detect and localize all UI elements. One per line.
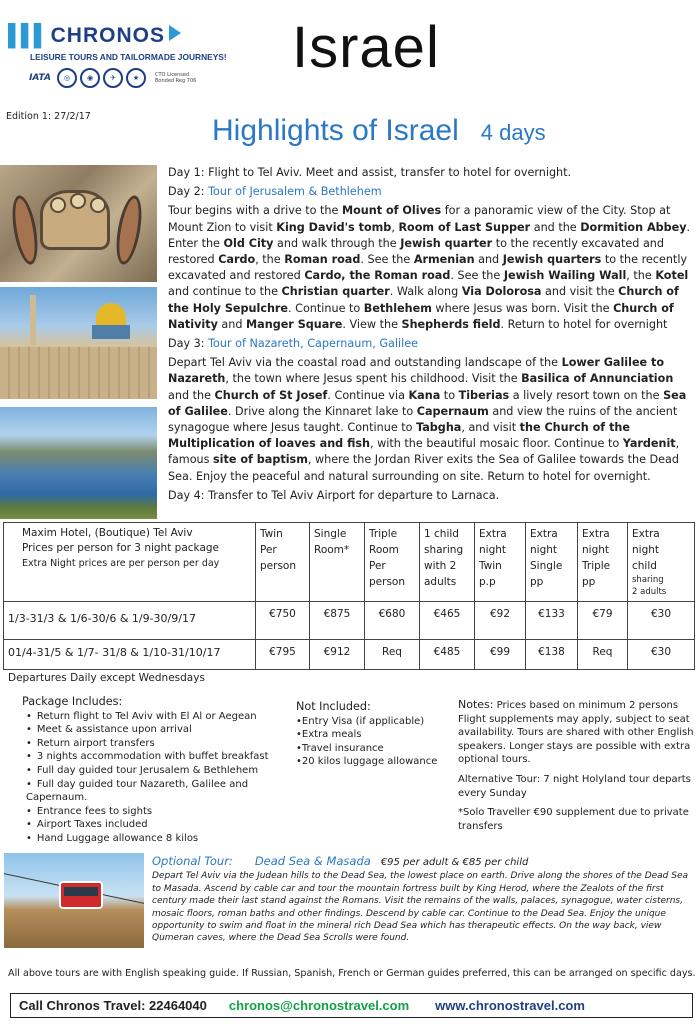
accreditation-badge-icon: ◎ [57,68,77,88]
col-line: night [632,544,660,556]
date-range: 1/3-31/3 & 1/6-30/6 & 1/9-30/9/17 [4,602,256,640]
column-header [475,523,526,602]
highlight: Bethlehem [363,301,432,315]
day-3-label: Day 3: [168,337,205,351]
alternative-tour [458,773,698,800]
text-run: . Enter the [168,220,691,250]
accreditation-badge-icon: ◉ [80,68,100,88]
price-cell: €485 [420,640,475,670]
day-1-text: Flight to Tel Aviv. Meet and assist, transfer to hotel for overnight. [204,166,572,179]
contact-bar [10,993,693,1018]
col-line: child [632,560,657,572]
bread-shape [50,197,66,213]
bread-shape [90,197,106,213]
column-header [578,523,628,602]
not-included [296,700,456,769]
table-row [4,602,695,640]
col-line: Triple [582,560,611,572]
highlight: Roman road [284,253,361,267]
highlight: Cardo [218,253,256,267]
list-item: • 20 kilos luggage allowance [296,755,456,769]
license-text: CTO Licensed Bonded Reg 706 [155,72,197,84]
logo-tagline: LEISURE TOURS AND TAILORMADE JOURNEYS! [30,52,227,62]
highlight: site of baptism [213,453,308,467]
highlight: Kotel [655,269,689,283]
notes-label: Notes: [458,698,494,711]
column-header [420,523,475,602]
optional-tour [152,855,695,945]
text-run: where Jesus was born. Visit the [431,301,614,315]
day-3-heading [168,336,695,352]
text-run: Depart Tel Aviv via the coastal road and outstanding landscape of the [168,356,562,370]
list-item: • Full day guided tour Nazareth, Galilee and Capernaum. [26,778,312,805]
col-line: p.p [479,576,496,588]
text-run: , and visit [461,421,520,435]
text-run: , the [626,269,656,283]
col-line: adults [424,576,457,588]
tour-duration: 4 days [480,120,546,145]
highlight: Old City [223,236,274,250]
text-run: to the recently excavated and restored [168,253,688,283]
highlight: Kana [408,388,441,402]
price-cell: €30 [628,602,695,640]
text-run: . See the [360,253,414,267]
col-line: Extra [479,528,507,540]
text-run: . View the [342,317,402,331]
table-row [4,640,695,670]
highlight: Church of Nativity [168,301,674,331]
text-run: and continue to the [168,285,282,299]
col-line: night [582,544,610,556]
highlight: Jewish quarter [400,236,493,250]
price-cell: Req [578,640,628,670]
table-header-row [4,523,695,602]
logo-arrow-icon [169,25,181,41]
day-3-title: Tour of Nazareth, Capernaum, Galilee [208,337,418,351]
day-2-heading [168,184,695,200]
highlight: King David's tomb [276,220,392,234]
col-line: sharing [632,575,664,585]
fish-shape [8,194,42,267]
column-header [310,523,365,602]
date-range: 01/4-31/5 & 1/7- 31/8 & 1/10-31/10/17 [4,640,256,670]
highlight: Jewish Wailing Wall [503,269,627,283]
day-1 [168,165,695,181]
highlight: Jewish quarters [502,253,602,267]
package-includes [22,695,312,846]
col-line: 1 child [424,528,459,540]
accreditation-badge-icon: ★ [126,68,146,88]
text-run: . Continue via [327,388,409,402]
accreditation-badges [26,68,197,88]
page-title: Israel [292,15,440,80]
day-4 [168,488,695,504]
price-cell: €99 [475,640,526,670]
website-link[interactable]: www.chronostravel.com [435,998,585,1013]
highlight: Sea of Galilee [168,388,687,418]
text-run: , the [255,253,285,267]
not-included-list [296,715,456,769]
extra-night-note: Extra Night prices are per person per day [22,558,220,569]
minaret-shape [30,295,36,345]
text-run: , famous [168,437,680,467]
col-line: Single [314,528,347,540]
notes-text: Prices based on minimum 2 persons Flight supplements may apply, subject to seat availability. Tours are shared with other English speakers. Longer stays are possible with extra optional tours. [458,700,694,766]
list-item: • Entrance fees to sights [26,805,312,819]
list-item: • Entry Visa (if applicable) [296,715,456,729]
email-link[interactable]: chronos@chronostravel.com [228,998,410,1013]
col-line: sharing [424,544,464,556]
highlight: Room of Last Supper [398,220,531,234]
optional-tour-description: Depart Tel Aviv via the Judean hills to the Dead Sea, the lowest place on earth. Drive along the shores of the Dead Sea to Masada. Ascend by cable car and tour the mountain fortress built by King Herod, where the Zealots of the first century made their last stand against the Romans. Visit the remains of the walls, palaces, synagogue, water cisterns, mosaic floors, roman baths and other findings. Descend by cable car. Continue to the Dead Sea. Enjoy the unique opportunity to swim and float in the mineral rich Dead Sea which has therapeutic effects. On the way back, view Qumeran caves, where the Dead Sea Scrolls were found. [152,871,689,944]
price-cell: €750 [256,602,310,640]
list-item: • Return airport transfers [26,737,312,751]
text-run: and walk through the [273,236,401,250]
text-run: to [440,388,459,402]
column-header [256,523,310,602]
day-1-label: Day 1: [168,166,205,179]
col-line: Twin [479,560,502,572]
highlight: Armenian [413,253,475,267]
col-line: Extra [632,528,660,540]
hotel-name: Maxim Hotel, (Boutique) Tel Aviv [22,527,193,539]
col-line: person [369,576,405,588]
col-line: Room [369,544,399,556]
text-run: , the town where Jesus spent his childhood. Visit the [225,372,522,386]
highlight: Tabgha [416,421,462,435]
text-run: and [474,253,503,267]
highlight: Shepherds field [401,317,501,331]
solo-text: €90 supplement due to private transfers [458,807,689,832]
col-line: night [530,544,558,556]
list-item: • Hand Luggage allowance 8 kilos [26,832,312,846]
highlight: Mount of Olives [341,204,442,218]
golden-dome-shape [96,303,126,327]
day-4-text: Transfer to Tel Aviv Airport for departure to Larnaca. [204,488,500,502]
prices-note: Prices per person for 3 night package [22,542,219,554]
price-cell: €133 [526,602,578,640]
fish-shape [112,194,146,267]
text-run: and the [168,388,215,402]
col-line: Triple [369,528,398,540]
itinerary [168,165,695,507]
text-run: . See the [450,269,504,283]
list-item: • Extra meals [296,728,456,742]
col-line: Extra [530,528,558,540]
col-line: Per [369,560,386,572]
col-line: Twin [260,528,283,540]
highlight: Church of St Josef [214,388,328,402]
col-line: pp [582,576,596,588]
iata-logo: IATA [29,73,51,83]
price-cell: €465 [420,602,475,640]
tour-heading [212,114,546,148]
solo-traveller [458,806,698,833]
list-item: • Travel insurance [296,742,456,756]
highlight: Dormition Abbey [580,220,687,234]
day-3-description [168,355,695,485]
highlight: Via Dolorosa [461,285,542,299]
text-run: . Return to hotel for overnight [500,317,668,331]
list-item: • Airport Taxes included [26,818,312,832]
list-item: • Meet & assistance upon arrival [26,723,312,737]
optional-tour-label: Optional Tour: [152,854,233,868]
price-table [3,522,695,670]
table-title-cell [4,523,256,602]
price-cell: €79 [578,602,628,640]
col-line: Per [260,544,277,556]
text-run: . Continue to [288,301,364,315]
col-line: Extra [582,528,610,540]
package-title: Package Includes: [22,695,123,708]
tour-name: Highlights of Israel [212,114,459,147]
package-list [22,710,312,846]
list-item: • 3 nights accommodation with buffet breakfast [26,750,312,764]
alternative-text: 7 night Holyland tour departs every Sunday [458,773,691,799]
phone-number: Call Chronos Travel: 22464040 [19,998,207,1013]
text-run: . Walk along [389,285,462,299]
col-line: night [479,544,507,556]
column-header [526,523,578,602]
highlight: Church of the Holy Sepulchre [168,285,679,315]
cable-car-window-shape [64,887,98,896]
edition-date: Edition 1: 27/2/17 [6,111,91,122]
solo-label: *Solo Traveller [458,807,531,819]
jerusalem-dome-of-rock-image [0,287,157,399]
highlight: Manger Square [246,317,343,331]
day-2-description [168,203,695,333]
col-line: 2 adults [632,587,667,597]
sea-of-galilee-image [0,407,157,519]
text-run: and view the ruins of the ancient synagogue where Jesus taught. Continue to [168,404,678,435]
text-run: . Drive along the Kinnaret lake to [227,404,417,418]
text-run: to the recently excavated and restored [168,236,665,267]
notes [458,698,698,839]
highlight: Cardo, the Roman road [304,269,451,283]
optional-tour-heading [152,855,695,869]
logo-bars-icon: ▌▌▌ [8,24,47,47]
col-line: with 2 [424,560,457,572]
column-header [365,523,420,602]
highlight: Capernaum [416,404,489,418]
price-cell: €30 [628,640,695,670]
day-4-label: Day 4: [168,488,205,502]
day-2-title: Tour of Jerusalem & Bethlehem [208,185,382,199]
text-run: , [391,220,399,234]
highlight: Basilica of Annunciation [521,372,674,386]
text-run: and [217,317,247,331]
loaves-fishes-mosaic-image [0,165,157,282]
chronos-logo [8,22,258,104]
highlight: Yardenit [622,437,676,451]
price-cell: €680 [365,602,420,640]
price-cell: €138 [526,640,578,670]
price-cell: Req [365,640,420,670]
western-wall-shape [0,347,157,399]
highlight: Tiberias [458,388,510,402]
dome-base-shape [92,325,130,339]
guide-language-note: All above tours are with English speaking guide. If Russian, Spanish, French or German guides preferred, this can be arranged on specific days. [8,968,696,979]
price-cell: €92 [475,602,526,640]
text-run: a lively resort town on the [509,388,664,402]
text-run: and the [530,220,581,234]
highlight: the Church of the Multiplication of loaves and fish [168,421,630,451]
price-cell: €795 [256,640,310,670]
highlight: Lower Galilee to Nazareth [168,356,665,386]
day-2-label: Day 2: [168,185,205,199]
not-included-title: Not Included: [296,700,371,713]
text-run: , where the Jordan River exits the Sea of Galilee towards the Dead Sea. Enjoy the peaceful and natural surrounding on site. Return to hotel for overnight. [168,453,680,483]
list-item: • Full day guided tour Jerusalem & Bethlehem [26,764,312,778]
col-line: pp [530,576,544,588]
text-run: for a panoramic view of the City. Stop at Mount Zion to visit [168,204,671,234]
logo-name: CHRONOS [50,24,165,47]
text-run: , with the beautiful mosaic floor. Continue to [370,437,623,451]
alternative-label: Alternative Tour: [458,773,541,785]
departures-note: Departures Daily except Wednesdays [8,672,205,684]
price-cell: €912 [310,640,365,670]
col-line: person [260,560,296,572]
text-run: and visit the [541,285,619,299]
bread-shape [70,193,86,209]
optional-tour-price: €95 per adult & €85 per child [380,857,529,868]
text-run: Tour begins with a drive to the [168,204,342,218]
price-cell: €875 [310,602,365,640]
col-line: Room* [314,544,350,556]
cable-car-shape [59,881,103,909]
accreditation-badge-icon: ✈ [103,68,123,88]
col-line: Single [530,560,563,572]
column-header [628,523,695,602]
masada-cable-car-image [4,853,144,948]
notes-paragraph [458,698,698,767]
highlight: Christian quarter [281,285,390,299]
optional-tour-destination: Dead Sea & Masada [254,854,371,868]
list-item: • Return flight to Tel Aviv with El Al or Aegean [26,710,312,724]
